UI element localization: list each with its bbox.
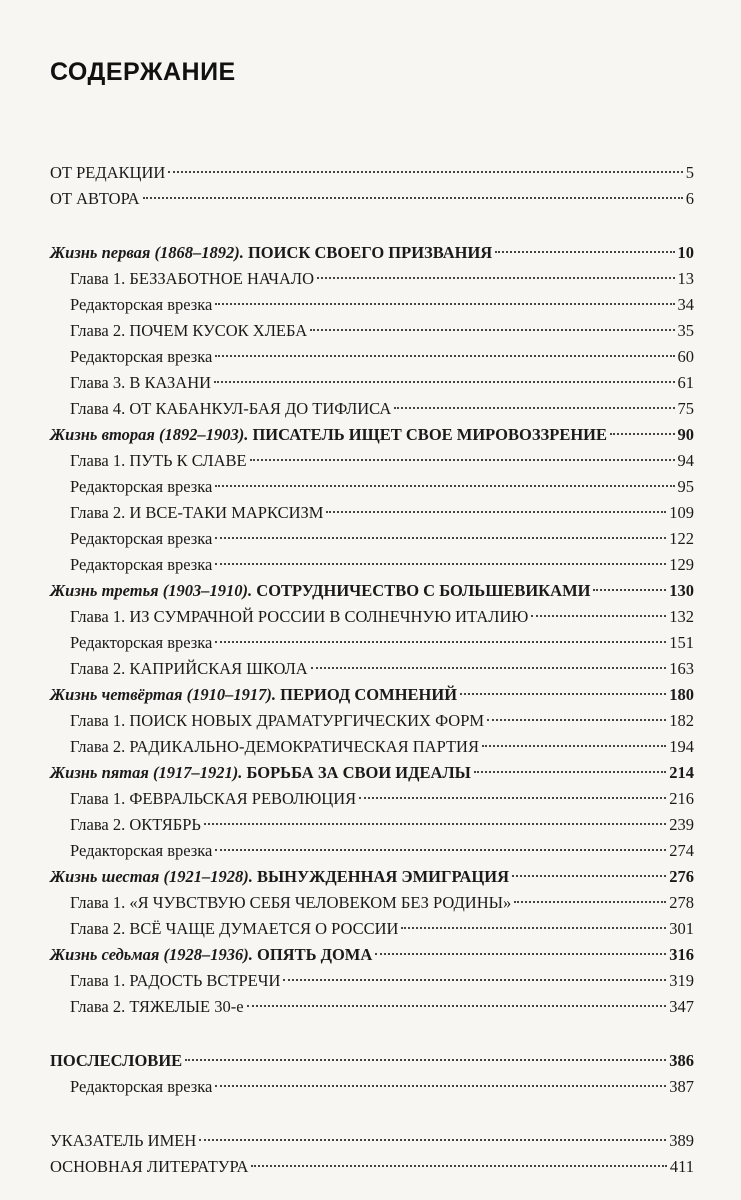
toc-page-number: 109: [669, 503, 694, 522]
toc-page-number: 61: [677, 373, 694, 392]
toc-entry-life: [50, 942, 694, 968]
dot-leader: [251, 1165, 666, 1167]
dot-leader: [215, 537, 666, 539]
toc-life-heading: [50, 240, 492, 266]
toc-entry-chapter: [50, 630, 694, 656]
toc-entry-chapter: [50, 448, 694, 474]
dot-leader: [512, 875, 666, 877]
toc-page-number: 301: [669, 919, 694, 938]
toc-page-number: 90: [677, 425, 694, 444]
toc-entry-chapter: [50, 708, 694, 734]
toc-entry-chapter: [50, 318, 694, 344]
toc-entry-label: Глава 2. ПОЧЕМ КУСОК ХЛЕБА: [70, 321, 308, 340]
toc-page-number: 10: [677, 243, 694, 262]
dot-leader: [199, 1139, 666, 1141]
dot-leader: [311, 667, 667, 669]
dot-leader: [593, 589, 666, 591]
toc-entry-label: Глава 2. И ВСЕ-ТАКИ МАРКСИЗМ: [70, 503, 324, 522]
toc-page-number: 5: [685, 163, 694, 182]
toc-entry-chapter: [50, 266, 694, 292]
toc-entry-chapter: [50, 812, 694, 838]
dot-leader: [204, 823, 666, 825]
toc-page-number: 274: [669, 841, 694, 860]
dot-leader: [143, 197, 683, 199]
dot-leader: [375, 953, 666, 955]
dot-leader: [359, 797, 666, 799]
dot-leader: [215, 355, 674, 357]
toc-page-number: 35: [677, 321, 694, 340]
toc-entry-chapter: [50, 916, 694, 942]
toc-page-number: 130: [669, 581, 694, 600]
toc-entry-index: [50, 1128, 694, 1154]
toc-entry-label: УКАЗАТЕЛЬ ИМЕН: [50, 1131, 197, 1150]
table-of-contents: [50, 160, 694, 1180]
life-title: ПИСАТЕЛЬ ИЩЕТ СВОЕ МИРОВОЗЗРЕНИЕ: [252, 425, 608, 444]
dot-leader: [185, 1059, 666, 1061]
dot-leader: [215, 641, 666, 643]
toc-entry-label: Глава 1. «Я ЧУВСТВУЮ СЕБЯ ЧЕЛОВЕКОМ БЕЗ РОДИНЫ»: [70, 893, 512, 912]
toc-page-number: 347: [669, 997, 694, 1016]
toc-entry-chapter: [50, 370, 694, 396]
dot-leader: [394, 407, 674, 409]
toc-entry-label: Редакторская врезка: [70, 555, 213, 574]
life-prefix: Жизнь вторая (1892–1903).: [50, 425, 249, 444]
life-prefix: Жизнь третья (1903–1910).: [50, 581, 253, 600]
toc-entry-label: Редакторская врезка: [70, 529, 213, 548]
dot-leader: [168, 171, 682, 173]
dot-leader: [482, 745, 666, 747]
toc-entry-life: [50, 578, 694, 604]
dot-leader: [401, 927, 666, 929]
page-title: СОДЕРЖАНИЕ: [50, 58, 236, 86]
toc-entry-life: [50, 240, 694, 266]
toc-entry-chapter: [50, 838, 694, 864]
life-prefix: Жизнь шестая (1921–1928).: [50, 867, 253, 886]
toc-entry-chapter: [50, 994, 694, 1020]
toc-page-number: 75: [677, 399, 694, 418]
toc-entry-afterword: [50, 1048, 694, 1074]
dot-leader: [215, 1085, 666, 1087]
life-title: ОПЯТЬ ДОМА: [257, 945, 373, 964]
toc-page-number: 389: [669, 1131, 694, 1150]
dot-leader: [310, 329, 674, 331]
life-title: ВЫНУЖДЕННАЯ ЭМИГРАЦИЯ: [256, 867, 509, 886]
toc-page-number: 151: [669, 633, 694, 652]
toc-page-number: 34: [677, 295, 694, 314]
toc-entry-chapter: [50, 734, 694, 760]
toc-entry-label: Глава 1. ФЕВРАЛЬСКАЯ РЕВОЛЮЦИЯ: [70, 789, 357, 808]
life-title: БОРЬБА ЗА СВОИ ИДЕАЛЫ: [246, 763, 471, 782]
toc-page-number: 95: [677, 477, 694, 496]
toc-entry-author: [50, 186, 694, 212]
toc-entry-label: Редакторская врезка: [70, 841, 213, 860]
life-prefix: Жизнь пятая (1917–1921).: [50, 763, 243, 782]
toc-entry-label: ОСНОВНАЯ ЛИТЕРАТУРА: [50, 1157, 249, 1176]
toc-life-heading: [50, 578, 590, 604]
life-title: СОТРУДНИЧЕСТВО С БОЛЬШЕВИКАМИ: [256, 581, 591, 600]
dot-leader: [531, 615, 666, 617]
toc-entry-label: Глава 1. ПОИСК НОВЫХ ДРАМАТУРГИЧЕСКИХ ФОРМ: [70, 711, 485, 730]
toc-entry-label: Глава 2. ВСЁ ЧАЩЕ ДУМАЕТСЯ О РОССИИ: [70, 919, 399, 938]
dot-leader: [326, 511, 666, 513]
toc-entry-label: Глава 4. ОТ КАБАНКУЛ-БАЯ ДО ТИФЛИСА: [70, 399, 392, 418]
dot-leader: [250, 459, 675, 461]
toc-entry-chapter: [50, 656, 694, 682]
toc-page-number: 163: [669, 659, 694, 678]
toc-entry-label: Глава 2. ТЯЖЕЛЫЕ 30-е: [70, 997, 244, 1016]
toc-page-number: 194: [669, 737, 694, 756]
toc-entry-chapter: [50, 526, 694, 552]
toc-page-number: 13: [677, 269, 694, 288]
dot-leader: [215, 303, 674, 305]
toc-entry-chapter: [50, 890, 694, 916]
toc-page-number: 180: [669, 685, 694, 704]
dot-leader: [215, 849, 666, 851]
toc-entry-literature: [50, 1154, 694, 1180]
toc-entry-label: Редакторская врезка: [70, 347, 213, 366]
toc-entry-label: Редакторская врезка: [70, 295, 213, 314]
toc-page-number: 276: [669, 867, 694, 886]
dot-leader: [474, 771, 666, 773]
toc-page-number: 386: [669, 1051, 694, 1070]
life-title: ПЕРИОД СОМНЕНИЙ: [280, 685, 458, 704]
toc-life-heading: [50, 422, 607, 448]
toc-life-heading: [50, 682, 457, 708]
toc-page-number: 411: [669, 1157, 694, 1176]
life-prefix: Жизнь седьмая (1928–1936).: [50, 945, 253, 964]
toc-entry-chapter: [50, 292, 694, 318]
toc-page-number: 132: [669, 607, 694, 626]
toc-page-number: 316: [669, 945, 694, 964]
toc-entry-life: [50, 760, 694, 786]
toc-entry-label: Глава 2. КАПРИЙСКАЯ ШКОЛА: [70, 659, 308, 678]
toc-entry-afterword-insert: [50, 1074, 694, 1100]
toc-page-number: 214: [669, 763, 694, 782]
toc-page-number: 182: [669, 711, 694, 730]
toc-page-number: 216: [669, 789, 694, 808]
toc-life-heading: [50, 864, 509, 890]
toc-page-number: 129: [669, 555, 694, 574]
toc-entry-chapter: [50, 786, 694, 812]
toc-page-number: 60: [677, 347, 694, 366]
toc-entry-label: Глава 1. ИЗ СУМРАЧНОЙ РОССИИ В СОЛНЕЧНУЮ ИТАЛИЮ: [70, 607, 529, 626]
toc-page-number: 239: [669, 815, 694, 834]
toc-entry-editorial: [50, 160, 694, 186]
life-title: ПОИСК СВОЕГО ПРИЗВАНИЯ: [247, 243, 493, 262]
toc-entry-label: ОТ РЕДАКЦИИ: [50, 163, 166, 182]
toc-entry-label: Глава 1. РАДОСТЬ ВСТРЕЧИ: [70, 971, 281, 990]
toc-entry-label: Глава 1. БЕЗЗАБОТНОЕ НАЧАЛО: [70, 269, 315, 288]
toc-entry-chapter: [50, 396, 694, 422]
dot-leader: [487, 719, 666, 721]
toc-entry-life: [50, 864, 694, 890]
toc-page-number: 319: [669, 971, 694, 990]
toc-entry-chapter: [50, 344, 694, 370]
dot-leader: [247, 1005, 667, 1007]
dot-leader: [283, 979, 666, 981]
toc-entry-chapter: [50, 604, 694, 630]
toc-entry-label: Редакторская врезка: [70, 477, 213, 496]
toc-entry-label: ОТ АВТОРА: [50, 189, 140, 208]
toc-entry-label: Глава 1. ПУТЬ К СЛАВЕ: [70, 451, 247, 470]
toc-entry-chapter: [50, 552, 694, 578]
dot-leader: [610, 433, 674, 435]
toc-page-number: 278: [669, 893, 694, 912]
toc-entry-life: [50, 422, 694, 448]
toc-entry-chapter: [50, 474, 694, 500]
dot-leader: [214, 381, 674, 383]
lives-section: [50, 240, 694, 1020]
toc-page-number: 387: [669, 1077, 694, 1096]
toc-page-number: 94: [677, 451, 694, 470]
dot-leader: [460, 693, 666, 695]
life-prefix: Жизнь первая (1868–1892).: [50, 243, 244, 262]
dot-leader: [514, 901, 666, 903]
toc-life-heading: [50, 760, 471, 786]
dot-leader: [215, 563, 666, 565]
life-prefix: Жизнь четвёртая (1910–1917).: [50, 685, 276, 704]
dot-leader: [215, 485, 674, 487]
toc-entry-label: Редакторская врезка: [70, 633, 213, 652]
toc-life-heading: [50, 942, 372, 968]
toc-page-number: 122: [669, 529, 694, 548]
dot-leader: [317, 277, 674, 279]
toc-entry-chapter: [50, 968, 694, 994]
toc-entry-label: Глава 3. В КАЗАНИ: [70, 373, 212, 392]
dot-leader: [495, 251, 674, 253]
toc-entry-label: Глава 2. РАДИКАЛЬНО-ДЕМОКРАТИЧЕСКАЯ ПАРТИЯ: [70, 737, 479, 756]
toc-page-number: 6: [685, 189, 694, 208]
toc-entry-label: ПОСЛЕСЛОВИЕ: [50, 1051, 183, 1070]
toc-entry-label: Глава 2. ОКТЯБРЬ: [70, 815, 201, 834]
toc-entry-chapter: [50, 500, 694, 526]
toc-entry-label: Редакторская врезка: [70, 1077, 213, 1096]
toc-entry-life: [50, 682, 694, 708]
